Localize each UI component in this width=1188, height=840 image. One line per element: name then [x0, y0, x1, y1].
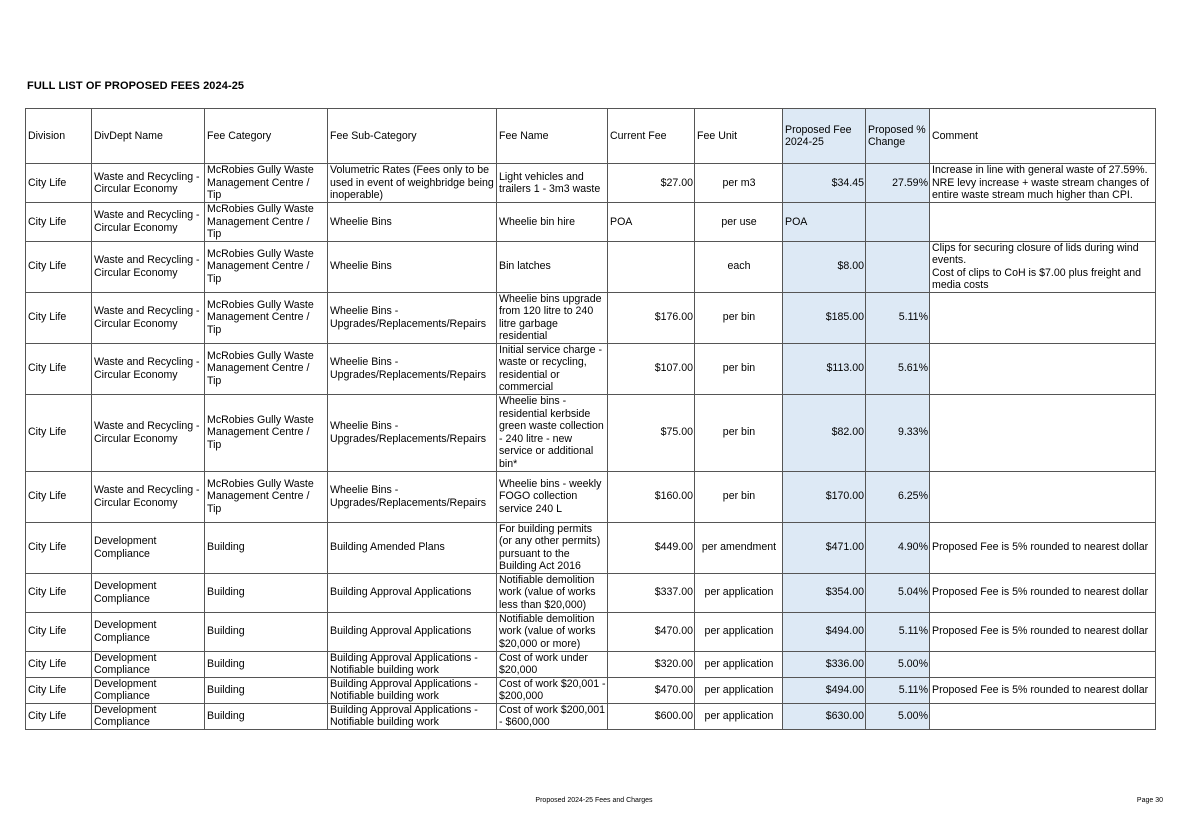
cell-division: City Life — [26, 677, 92, 703]
table-row — [26, 203, 1156, 242]
cell-comment — [930, 651, 1156, 677]
cell-divdept-name: Waste and Recycling - Circular Economy — [92, 343, 205, 394]
header-proposed-change: Proposed % Change — [866, 109, 930, 164]
cell-comment: Increase in line with general waste of 27.59%. NRE levy increase + waste stream changes of entire waste stream much higher than CPI. — [930, 164, 1156, 203]
cell-fee-name: Bin latches — [497, 241, 608, 292]
cell-fee-sub-category: Wheelie Bins — [328, 241, 497, 292]
footer-document-title: Proposed 2024-25 Fees and Charges — [535, 797, 653, 804]
cell-fee-unit: per bin — [695, 343, 783, 394]
cell-divdept-name: Waste and Recycling - Circular Economy — [92, 203, 205, 242]
cell-division: City Life — [26, 522, 92, 573]
table-row — [26, 651, 1156, 677]
cell-fee-name: Wheelie bins - residential kerbside green waste collection - 240 litre - new service or additional bin* — [497, 394, 608, 471]
cell-fee-sub-category: Wheelie Bins - Upgrades/Replacements/Repairs — [328, 292, 497, 343]
cell-comment: Proposed Fee is 5% rounded to nearest dollar — [930, 573, 1156, 612]
cell-fee-unit: per application — [695, 651, 783, 677]
cell-fee-unit: each — [695, 241, 783, 292]
cell-divdept-name: Waste and Recycling - Circular Economy — [92, 164, 205, 203]
cell-fee-sub-category: Volumetric Rates (Fees only to be used in event of weighbridge being inoperable) — [328, 164, 497, 203]
cell-fee-category: McRobies Gully Waste Management Centre / Tip — [205, 241, 328, 292]
cell-proposed-change: 5.11% — [866, 677, 930, 703]
cell-fee-name: Notifiable demolition work (value of works $20,000 or more) — [497, 612, 608, 651]
cell-fee-unit: per application — [695, 573, 783, 612]
cell-proposed-change: 5.11% — [866, 612, 930, 651]
cell-comment — [930, 703, 1156, 729]
cell-division: City Life — [26, 651, 92, 677]
header-division: Division — [26, 109, 92, 164]
cell-fee-sub-category: Wheelie Bins - Upgrades/Replacements/Repairs — [328, 471, 497, 522]
fees-table — [25, 108, 1156, 730]
cell-fee-sub-category: Building Approval Applications — [328, 573, 497, 612]
cell-proposed-fee: $336.00 — [783, 651, 866, 677]
header-fee-name: Fee Name — [497, 109, 608, 164]
cell-current-fee: $27.00 — [608, 164, 695, 203]
cell-fee-sub-category: Building Approval Applications - Notifiable building work — [328, 651, 497, 677]
cell-current-fee: $107.00 — [608, 343, 695, 394]
header-comment: Comment — [930, 109, 1156, 164]
cell-comment: Clips for securing closure of lids during wind events. Cost of clips to CoH is $7.00 plus freight and media costs — [930, 241, 1156, 292]
cell-fee-name: Wheelie bins upgrade from 120 litre to 240 litre garbage residential — [497, 292, 608, 343]
cell-comment — [930, 292, 1156, 343]
cell-current-fee: $470.00 — [608, 612, 695, 651]
table-row — [26, 471, 1156, 522]
footer-page-number: Page 30 — [1136, 797, 1163, 804]
page-title: FULL LIST OF PROPOSED FEES 2024-25 — [27, 80, 245, 92]
cell-fee-sub-category: Building Approval Applications — [328, 612, 497, 651]
cell-proposed-change — [866, 203, 930, 242]
cell-proposed-change: 5.00% — [866, 703, 930, 729]
cell-division: City Life — [26, 203, 92, 242]
cell-current-fee: $160.00 — [608, 471, 695, 522]
cell-comment — [930, 471, 1156, 522]
cell-fee-category: Building — [205, 573, 328, 612]
cell-fee-unit: per application — [695, 612, 783, 651]
table-row — [26, 292, 1156, 343]
cell-divdept-name: Development Compliance — [92, 522, 205, 573]
cell-fee-name: Wheelie bin hire — [497, 203, 608, 242]
cell-comment — [930, 203, 1156, 242]
cell-divdept-name: Development Compliance — [92, 651, 205, 677]
cell-division: City Life — [26, 164, 92, 203]
cell-proposed-change: 6.25% — [866, 471, 930, 522]
cell-fee-category: Building — [205, 522, 328, 573]
cell-fee-sub-category: Building Approval Applications - Notifiable building work — [328, 703, 497, 729]
cell-current-fee: $320.00 — [608, 651, 695, 677]
cell-proposed-change: 5.11% — [866, 292, 930, 343]
cell-proposed-fee: $113.00 — [783, 343, 866, 394]
cell-fee-name: Cost of work $20,001 - $200,000 — [497, 677, 608, 703]
cell-fee-sub-category: Wheelie Bins - Upgrades/Replacements/Repairs — [328, 394, 497, 471]
cell-comment: Proposed Fee is 5% rounded to nearest dollar — [930, 677, 1156, 703]
cell-divdept-name: Development Compliance — [92, 703, 205, 729]
cell-fee-category: Building — [205, 651, 328, 677]
cell-fee-category: McRobies Gully Waste Management Centre / Tip — [205, 203, 328, 242]
cell-fee-unit: per m3 — [695, 164, 783, 203]
header-current-fee: Current Fee — [608, 109, 695, 164]
table-row — [26, 343, 1156, 394]
table-row — [26, 573, 1156, 612]
cell-division: City Life — [26, 612, 92, 651]
cell-fee-unit: per bin — [695, 471, 783, 522]
table-row — [26, 522, 1156, 573]
cell-fee-category: McRobies Gully Waste Management Centre / Tip — [205, 343, 328, 394]
cell-proposed-change: 5.00% — [866, 651, 930, 677]
cell-fee-category: McRobies Gully Waste Management Centre / Tip — [205, 164, 328, 203]
cell-comment: Proposed Fee is 5% rounded to nearest dollar — [930, 612, 1156, 651]
cell-proposed-fee: POA — [783, 203, 866, 242]
cell-fee-name: For building permits (or any other permits) pursuant to the Building Act 2016 — [497, 522, 608, 573]
cell-fee-sub-category: Building Amended Plans — [328, 522, 497, 573]
cell-fee-name: Initial service charge - waste or recycling, residential or commercial — [497, 343, 608, 394]
header-fee-category: Fee Category — [205, 109, 328, 164]
header-fee-sub-category: Fee Sub-Category — [328, 109, 497, 164]
cell-fee-category: Building — [205, 703, 328, 729]
table-body — [26, 164, 1156, 730]
cell-fee-sub-category: Wheelie Bins — [328, 203, 497, 242]
cell-divdept-name: Development Compliance — [92, 612, 205, 651]
cell-fee-sub-category: Wheelie Bins - Upgrades/Replacements/Repairs — [328, 343, 497, 394]
cell-fee-unit: per bin — [695, 394, 783, 471]
cell-proposed-fee: $494.00 — [783, 677, 866, 703]
cell-proposed-fee: $471.00 — [783, 522, 866, 573]
cell-division: City Life — [26, 394, 92, 471]
cell-fee-category: McRobies Gully Waste Management Centre / Tip — [205, 292, 328, 343]
cell-divdept-name: Development Compliance — [92, 677, 205, 703]
cell-fee-name: Cost of work $200,001 - $600,000 — [497, 703, 608, 729]
cell-current-fee — [608, 241, 695, 292]
cell-current-fee: $600.00 — [608, 703, 695, 729]
cell-proposed-change: 9.33% — [866, 394, 930, 471]
table-row — [26, 612, 1156, 651]
cell-divdept-name: Waste and Recycling - Circular Economy — [92, 241, 205, 292]
cell-proposed-change: 27.59% — [866, 164, 930, 203]
table-row — [26, 677, 1156, 703]
cell-divdept-name: Waste and Recycling - Circular Economy — [92, 292, 205, 343]
cell-division: City Life — [26, 573, 92, 612]
cell-comment — [930, 343, 1156, 394]
cell-fee-name: Notifiable demolition work (value of works less than $20,000) — [497, 573, 608, 612]
cell-division: City Life — [26, 703, 92, 729]
cell-comment: Proposed Fee is 5% rounded to nearest dollar — [930, 522, 1156, 573]
table-row — [26, 703, 1156, 729]
cell-current-fee: $449.00 — [608, 522, 695, 573]
cell-proposed-fee: $630.00 — [783, 703, 866, 729]
cell-proposed-change: 5.04% — [866, 573, 930, 612]
header-fee-unit: Fee Unit — [695, 109, 783, 164]
table-row — [26, 241, 1156, 292]
cell-division: City Life — [26, 471, 92, 522]
cell-proposed-fee: $170.00 — [783, 471, 866, 522]
cell-current-fee: $337.00 — [608, 573, 695, 612]
cell-division: City Life — [26, 343, 92, 394]
cell-fee-unit: per application — [695, 677, 783, 703]
cell-fee-category: Building — [205, 677, 328, 703]
cell-divdept-name: Waste and Recycling - Circular Economy — [92, 471, 205, 522]
cell-current-fee: $176.00 — [608, 292, 695, 343]
cell-proposed-fee: $494.00 — [783, 612, 866, 651]
cell-fee-unit: per amendment — [695, 522, 783, 573]
table-row — [26, 394, 1156, 471]
cell-comment — [930, 394, 1156, 471]
cell-fee-sub-category: Building Approval Applications - Notifiable building work — [328, 677, 497, 703]
table-row — [26, 164, 1156, 203]
header-divdept-name: DivDept Name — [92, 109, 205, 164]
cell-fee-name: Wheelie bins - weekly FOGO collection service 240 L — [497, 471, 608, 522]
cell-fee-name: Cost of work under $20,000 — [497, 651, 608, 677]
cell-fee-unit: per application — [695, 703, 783, 729]
cell-proposed-change — [866, 241, 930, 292]
cell-fee-unit: per use — [695, 203, 783, 242]
cell-current-fee: $75.00 — [608, 394, 695, 471]
cell-fee-name: Light vehicles and trailers 1 - 3m3 waste — [497, 164, 608, 203]
cell-proposed-change: 4.90% — [866, 522, 930, 573]
cell-fee-unit: per bin — [695, 292, 783, 343]
cell-proposed-fee: $354.00 — [783, 573, 866, 612]
cell-proposed-fee: $82.00 — [783, 394, 866, 471]
cell-current-fee: $470.00 — [608, 677, 695, 703]
cell-fee-category: McRobies Gully Waste Management Centre / Tip — [205, 394, 328, 471]
cell-proposed-fee: $185.00 — [783, 292, 866, 343]
cell-division: City Life — [26, 292, 92, 343]
cell-fee-category: McRobies Gully Waste Management Centre / Tip — [205, 471, 328, 522]
table-header-row — [26, 109, 1156, 164]
cell-divdept-name: Waste and Recycling - Circular Economy — [92, 394, 205, 471]
cell-current-fee: POA — [608, 203, 695, 242]
cell-fee-category: Building — [205, 612, 328, 651]
cell-proposed-fee: $34.45 — [783, 164, 866, 203]
cell-divdept-name: Development Compliance — [92, 573, 205, 612]
cell-division: City Life — [26, 241, 92, 292]
cell-proposed-change: 5.61% — [866, 343, 930, 394]
header-proposed-fee: Proposed Fee 2024-25 — [783, 109, 866, 164]
cell-proposed-fee: $8.00 — [783, 241, 866, 292]
